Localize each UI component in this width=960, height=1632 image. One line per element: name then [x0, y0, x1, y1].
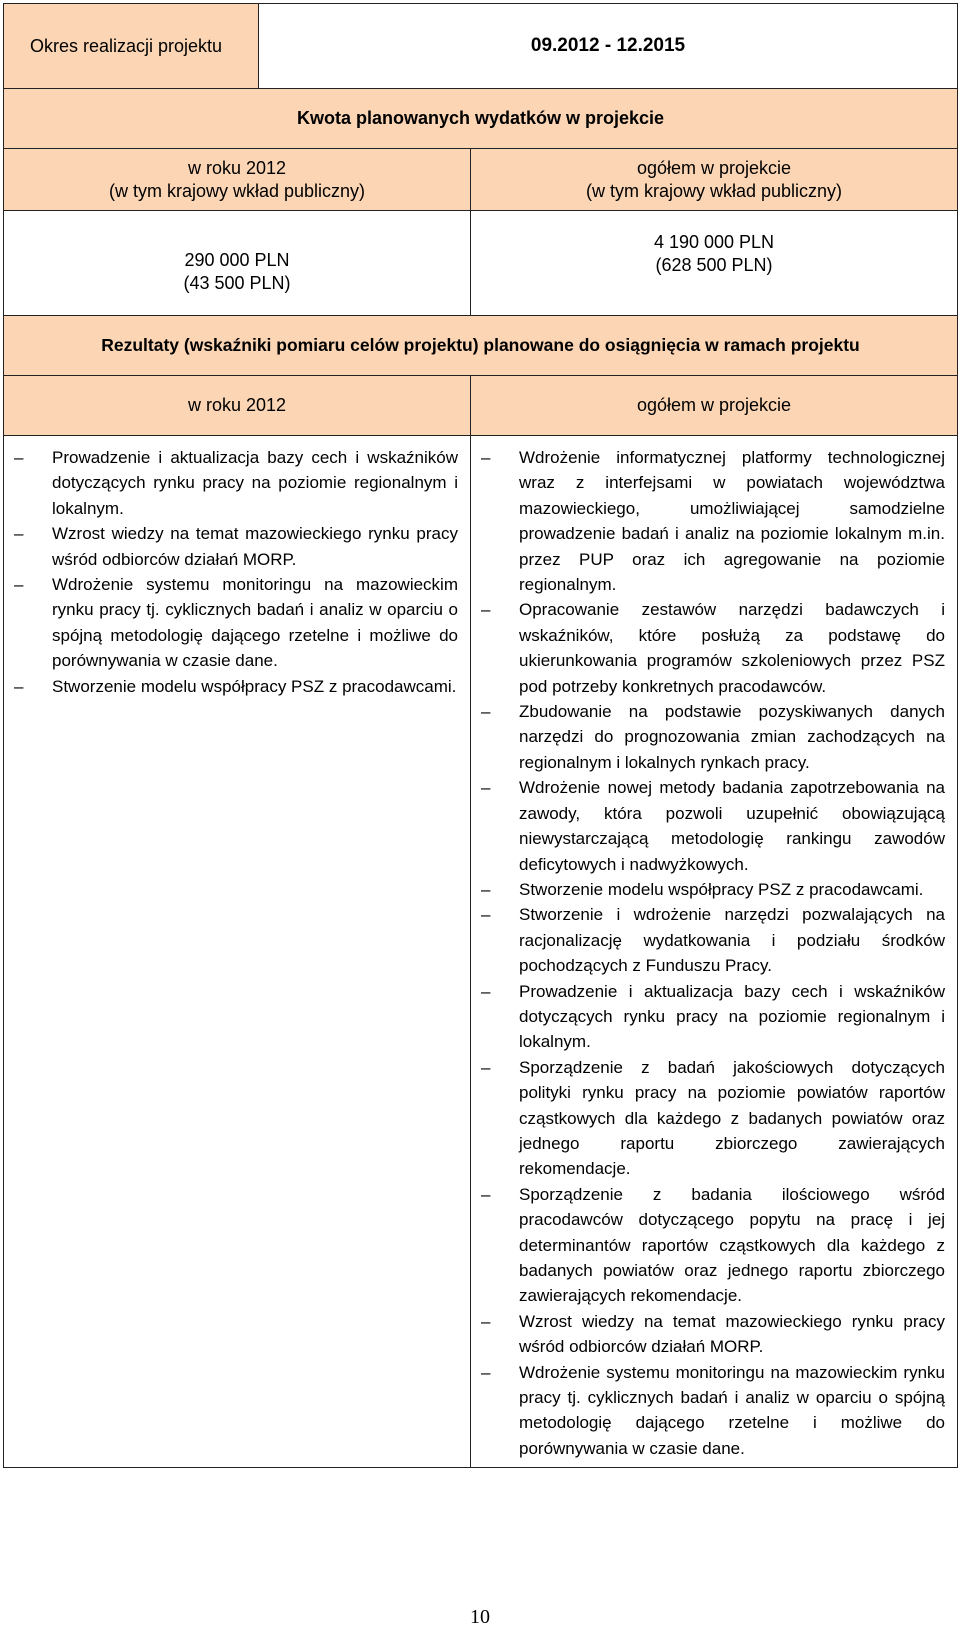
list-item-text: Prowadzenie i aktualizacja bazy cech i wskaźników dotyczących rynku pracy na poziomie regionalnym i lokalnym. [519, 981, 945, 1052]
results-title-row [4, 316, 958, 376]
list-item [471, 979, 945, 1055]
budget-col-total-line1: ogółem w projekcie [636, 157, 792, 178]
results-total-list [471, 445, 945, 1461]
list-item-text: Opracowanie zestawów narzędzi badawczych i wskaźników, które posłużą za podstawę do ukierunkowania programów szkoleniowych przez PSZ pod potrzeby konkretnych pracodawców. [519, 600, 945, 696]
list-item [471, 775, 945, 877]
list-item-text: Prowadzenie i aktualizacja bazy cech i wskaźników dotyczących rynku pracy na poziomie regionalnym i lokalnym. [52, 448, 458, 518]
dash-bullet-icon: – [481, 448, 491, 467]
project-summary-sheet [3, 3, 957, 1468]
dash-bullet-icon: – [14, 575, 24, 595]
list-item-text: Wzrost wiedzy na temat mazowieckiego rynku pracy wśród odbiorców działań MORP. [519, 1311, 945, 1357]
results-title: Rezultaty (wskaźniki pomiaru celów projektu) planowane do osiągnięcia w ramach projektu [4, 316, 958, 376]
list-item-text: Sporządzenie z badań jakościowych dotyczących polityki rynku pracy na poziomie powiatów raportów cząstkowych dla każdego z badanych powiatów oraz jednego raportu zbiorczego zawierających rekomendacje. [519, 1057, 945, 1179]
list-item-text: Zbudowanie na podstawie pozyskiwanych danych narzędzi do prognozowania zmian zachodzących na regionalnym i lokalnych rynkach pracy. [519, 702, 945, 772]
list-item [471, 1055, 945, 1182]
budget-col-2012-line1: w roku 2012 [187, 157, 287, 178]
results-lists-row [4, 436, 958, 1468]
budget-value-2012-line1: 290 000 PLN [184, 250, 290, 270]
dash-bullet-icon: – [14, 448, 24, 467]
period-value: 09.2012 - 12.2015 [259, 4, 958, 89]
budget-value-total [471, 211, 958, 316]
list-item [471, 699, 945, 775]
list-item-text: Stworzenie modelu współpracy PSZ z pracodawcami. [52, 676, 457, 696]
budget-col-total-line2: (w tym krajowy wkład publiczny) [585, 180, 843, 201]
budget-col-total [471, 149, 958, 211]
list-item [4, 572, 458, 674]
list-item [471, 445, 945, 597]
dash-bullet-icon: – [14, 524, 24, 544]
list-item [471, 902, 945, 978]
period-row [4, 4, 958, 89]
dash-bullet-icon: – [481, 1362, 491, 1382]
results-col-2012: w roku 2012 [4, 376, 471, 436]
results-2012-list [4, 445, 458, 699]
list-item [471, 597, 945, 699]
dash-bullet-icon: – [481, 778, 491, 798]
list-item [471, 877, 945, 902]
list-item-text: Wdrożenie informatycznej platformy technologicznej wraz z interfejsami w powiatach województwa mazowieckiego, umożliwiającej samodzielne prowadzenie badań i analiz na poziomie lokalnym m.in. przez PUP oraz ich agregowanie na poziomie regionalnym. [519, 448, 945, 595]
budget-col-2012-line2: (w tym krajowy wkład publiczny) [108, 180, 366, 201]
budget-values-row [4, 211, 958, 316]
budget-value-2012-line2: (43 500 PLN) [183, 273, 291, 293]
list-item-text: Wzrost wiedzy na temat mazowieckiego rynku pracy wśród odbiorców działań MORP. [52, 524, 458, 569]
results-header-row [4, 376, 958, 436]
list-item-text: Wdrożenie systemu monitoringu na mazowieckim rynku pracy tj. cyklicznych badań i analiz w oparciu o spójną metodologię dającego rzetelne i możliwe do porównywania w czasie dane. [519, 1362, 945, 1458]
list-item [471, 1182, 945, 1309]
dash-bullet-icon: – [481, 702, 491, 722]
dash-bullet-icon: – [481, 600, 491, 620]
dash-bullet-icon: – [481, 1311, 491, 1331]
page-number: 10 [470, 1606, 490, 1628]
dash-bullet-icon: – [481, 905, 491, 925]
results-total-cell [471, 436, 958, 1468]
list-item-text: Sporządzenie z badania ilościowego wśród pracodawców dotyczącego popytu na pracę i jej determinantów raportów cząstkowych dla każdego z badanych powiatów oraz jednego raportu zbiorczego zawierających rekomendacje. [519, 1184, 945, 1306]
list-item [471, 1309, 945, 1360]
project-table [3, 3, 958, 1468]
budget-title: Kwota planowanych wydatków w projekcie [4, 89, 958, 149]
list-item [4, 445, 458, 521]
list-item [4, 521, 458, 572]
list-item-text: Stworzenie modelu współpracy PSZ z pracodawcami. [519, 879, 924, 899]
list-item-text: Stworzenie i wdrożenie narzędzi pozwalających na racjonalizację wydatkowania i podziału środków pochodzących z Funduszu Pracy. [519, 905, 945, 976]
dash-bullet-icon: – [481, 981, 491, 1001]
dash-bullet-icon: – [481, 879, 491, 899]
results-col-total: ogółem w projekcie [471, 376, 958, 436]
dash-bullet-icon: – [481, 1184, 491, 1204]
budget-value-total-line1: 4 190 000 PLN [653, 232, 775, 252]
list-item [4, 674, 458, 699]
dash-bullet-icon: – [14, 676, 24, 696]
budget-title-row [4, 89, 958, 149]
period-label: Okres realizacji projektu [4, 4, 259, 89]
list-item [471, 1360, 945, 1462]
dash-bullet-icon: – [481, 1057, 491, 1077]
budget-value-total-line2: (628 500 PLN) [655, 255, 773, 275]
budget-value-2012 [4, 211, 471, 316]
budget-header-row [4, 149, 958, 211]
list-item-text: Wdrożenie systemu monitoringu na mazowieckim rynku pracy tj. cyklicznych badań i analiz w oparciu o spójną metodologię dającego rzetelne i możliwe do porównywania w czasie dane. [52, 575, 458, 671]
budget-col-2012 [4, 149, 471, 211]
list-item-text: Wdrożenie nowej metody badania zapotrzebowania na zawody, która pozwoli uzupełnić obowiązującą niewystarczającą metodologię rankingu zawodów deficytowych i nadwyżkowych. [519, 778, 945, 874]
results-2012-cell [4, 436, 471, 1468]
